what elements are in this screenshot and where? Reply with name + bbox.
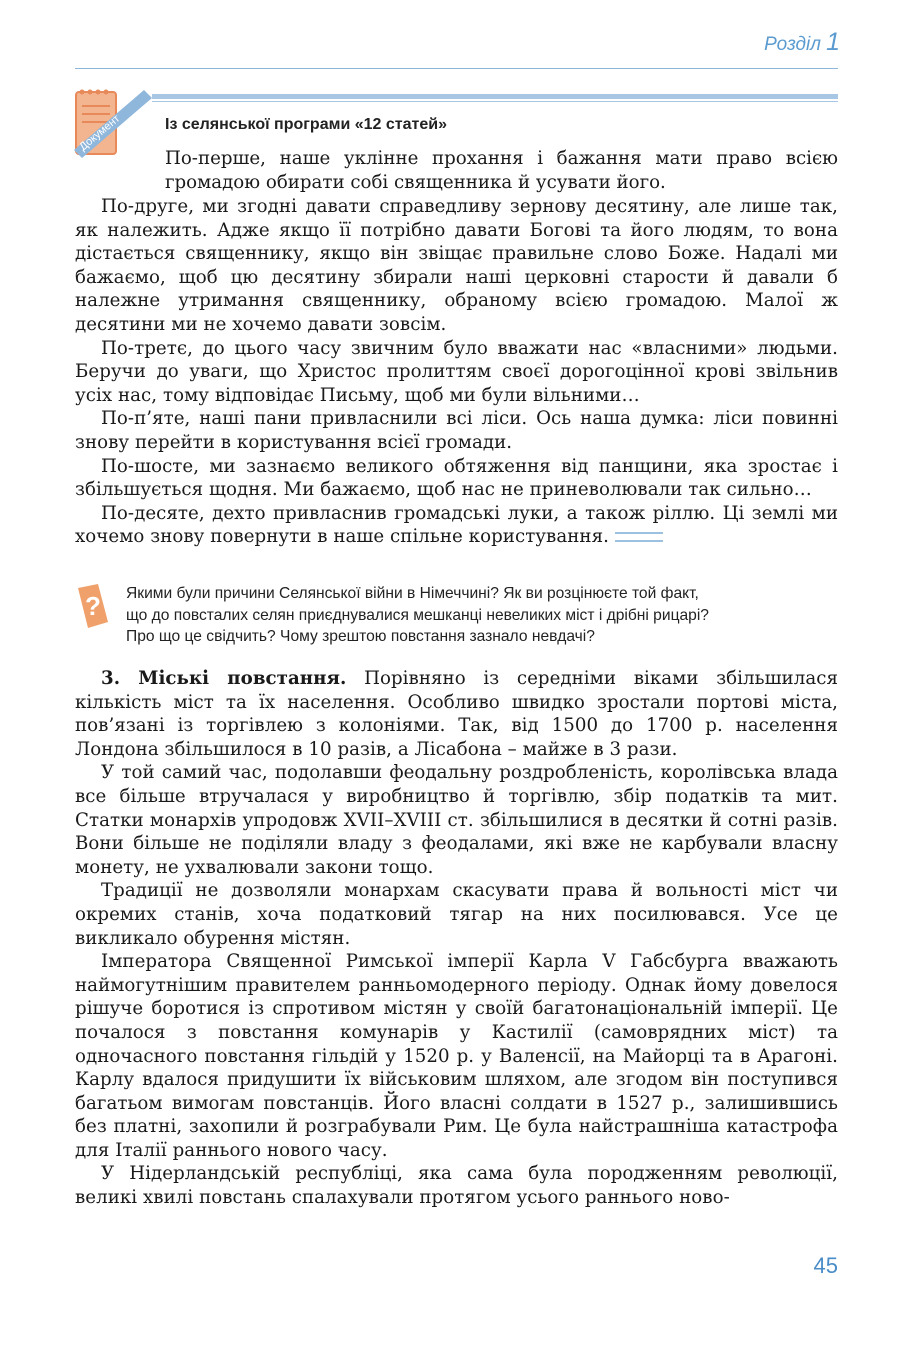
- document-title: Із селянської програми «12 статей»: [165, 116, 447, 133]
- document-paragraph-5: По-шосте, ми зазнаємо великого обтяження від панщини, яка зростає і збільшується щодня. Ми бажаємо, щоб нас не приневолювали так сильно…: [75, 455, 838, 501]
- svg-text:?: ?: [85, 591, 101, 621]
- document-badge-label: Документ: [77, 112, 123, 154]
- section-paragraph-1: Порівняно із середніми віками збільшилася кількість міст та їх населення. Особливо швидко зростали портові міста, пов’язані із торгівлею з колоніями. Так, від 1500 до 1700 р. населення Лондона збільшилося в 10 разів, а Лісабона – майже в 3 рази.: [75, 668, 838, 760]
- document-icon: [72, 84, 152, 170]
- question-line-3: Про що це свідчить? Чому зрештою повстання зазнало невдачі?: [126, 628, 595, 645]
- section-body: [75, 667, 838, 1210]
- chapter-number: 1: [826, 28, 840, 56]
- section-paragraph-5: У Нідерландській республіці, яка сама була породженням революції, великі хвилі повстань спалахували протягом усього раннього ново-: [75, 1163, 838, 1209]
- document-body: [75, 195, 838, 549]
- document-paragraph-3: По-третє, до цього часу звичним було вважати нас «власними» людьми. Беручи до уваги, що Христос пролиттям своєї дорогоцінної крові звільнив усіх нас, тому відповідає Письму, щоб ми були вільними…: [75, 337, 838, 406]
- section-heading: 3. Міські повстання.: [101, 668, 347, 689]
- page-number: 45: [813, 1253, 838, 1278]
- document-bar-line: [152, 101, 838, 102]
- document-paragraph-6: По-десяте, дехто привласнив громадські луки, а також ріллю. Ці землі ми хочемо знову повернути в наше спільне користування.: [75, 502, 838, 548]
- section-paragraph-4: Імператора Священної Римської імперії Карла V Габсбурга вважають наймогутнішим правителем ранньомодерного періоду. Однак йому довелося рішуче боротися із спротивом містян у своїй багатонаціональній імперії. Це почалося з повстання комунарів у Кастилії (самоврядних міст) та одночасного повстання гільдій у 1520 р. у Валенсії, на Майорці та в Арагоні. Карлу вдалося придушити їх військовим шляхом, але згодом він поступився багатьом вимогам повстанців. Його власні солдати в 1527 р., залишившись без платні, захопили й розграбували Рим. Це була найстрашніша катастрофа для Італії раннього нового часу.: [75, 951, 838, 1161]
- document-end-mark: [615, 532, 663, 542]
- question-line-2: що до повсталих селян приєднувалися мешканці невеликих міст і дрібні рицарі?: [126, 606, 709, 624]
- chapter-label: Розділ: [764, 34, 821, 55]
- question-line-1: Якими були причини Селянської війни в Німеччині? Як ви розцінюєте той факт,: [126, 585, 699, 602]
- section-paragraph-2: У той самий час, подолавши феодальну роздробленість, королівська влада все більше втручалася у виробництво й торгівлю, збір податків та мит. Статки монархів упродовж XVII–XVIII ст. збільшилися в десятки й сотні разів. Вони більше не поділяли владу з феодалами, які вже не карбували власну монету, не ухвалювали закони тощо.: [75, 762, 838, 878]
- question-block: [126, 583, 842, 648]
- document-paragraph-1: По-перше, наше уклінне прохання і бажання мати право всією громадою обирати собі священника й усувати його.: [165, 148, 838, 193]
- header-rule: [75, 68, 838, 69]
- document-paragraph-4: По-п’яте, наші пани привласнили всі ліси. Ось наша думка: ліси повинні знову перейти в користування всієї громади.: [75, 408, 838, 453]
- document-bar: [152, 94, 838, 99]
- page-header: [764, 28, 840, 57]
- question-icon: [76, 582, 110, 630]
- section-paragraph-3: Традиції не дозволяли монархам скасувати права й вольності міст чи окремих станів, хоча податковий тягар на них посилювався. Усе це викликало обурення містян.: [75, 880, 838, 949]
- document-paragraph-2: По-друге, ми згодні давати справедливу зернову десятину, але лише так, як належить. Адже якщо її потрібно давати Богові та його людям, то вона дістається священнику, якщо він звіщає правильне слово Боже. Надалі ми бажаємо, щоб цю десятину збирали наші церковні старости й давали б належне утримання священнику, обраному всією громадою. Малої ж десятини ми не хочемо давати зовсім.: [75, 196, 838, 335]
